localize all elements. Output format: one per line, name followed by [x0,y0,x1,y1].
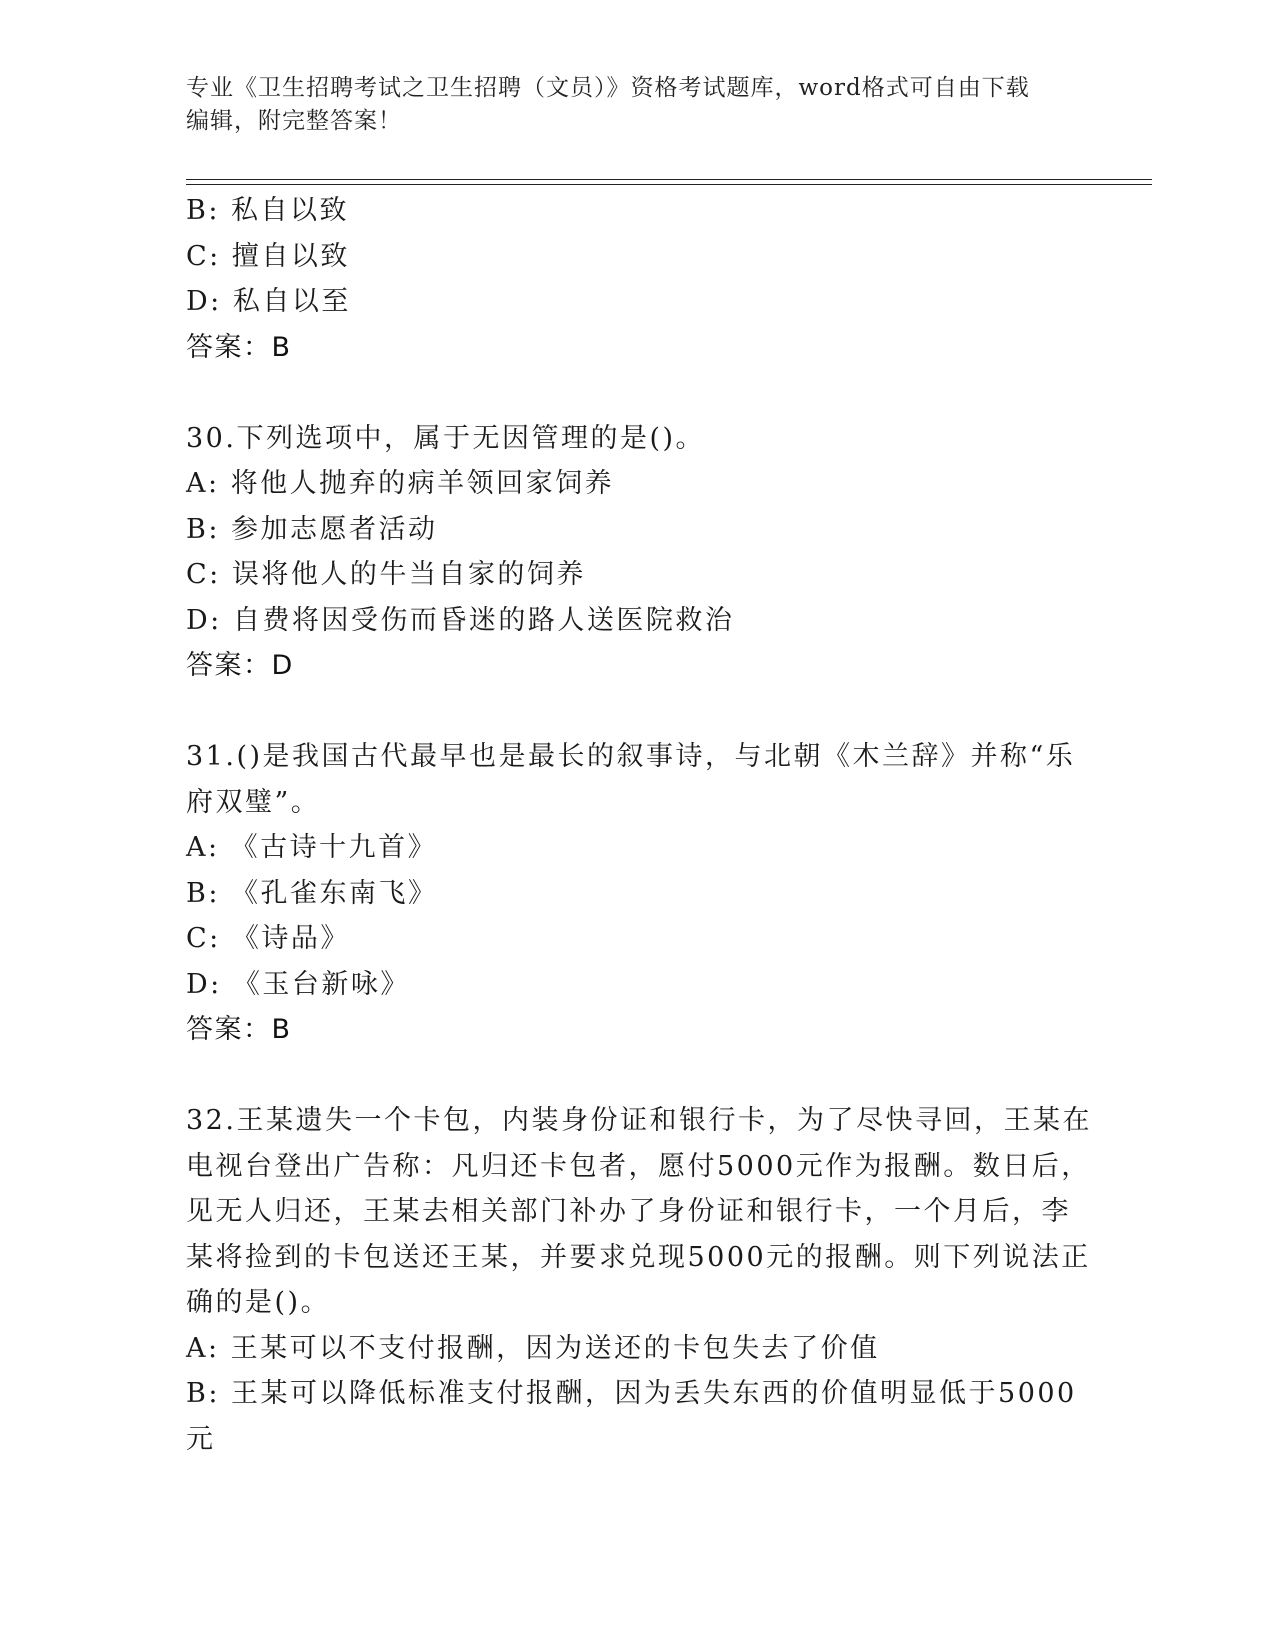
question-stem: 31.()是我国古代最早也是最长的叙事诗，与北朝《木兰辞》并称“乐 [186,741,1076,772]
option-b: B: 《孔雀东南飞》 [186,877,438,909]
question-stem-continued: 见无人归还，王某去相关部门补办了身份证和银行卡，一个月后，李 [186,1196,1071,1227]
option-c: C: 误将他人的牛当自家的饲养 [186,559,586,590]
question-stem: 32.王某遗失一个卡包，内装身份证和银行卡，为了尽快寻回，王某在 [186,1105,1092,1136]
option-a: A: 将他人抛弃的病羊领回家饲养 [186,468,615,499]
header-divider-top [186,179,1152,180]
question-stem-continued: 电视台登出广告称：凡归还卡包者，愿付5000元作为报酬。数日后， [186,1150,1091,1182]
option-d: D: 自费将因受伤而昏迷的路人送医院救治 [186,604,735,636]
option-b: B: 王某可以降低标准支付报酬，因为丢失东西的价值明显低于5000 [186,1378,1077,1409]
answer-line: 答案：B [186,331,292,363]
question-content [186,188,1092,1462]
option-d: D: 私自以至 [186,286,351,317]
question-29-block [186,188,1086,370]
header-divider-bottom [186,184,1152,185]
answer-line: 答案：D [186,650,294,681]
answer-line: 答案：B [186,1014,292,1045]
header-line-1: 专业《卫生招聘考试之卫生招聘（文员）》资格考试题库，word格式可自由下载 [186,75,1030,101]
question-stem-continued: 某将捡到的卡包送还王某，并要求兑现5000元的报酬。则下列说法正 [186,1241,1091,1273]
question-stem-continued: 确的是()。 [186,1287,331,1318]
option-c: C: 《诗品》 [186,923,350,954]
document-header [186,72,1066,138]
option-d: D: 《玉台新咏》 [186,968,410,1000]
option-b-continued: 元 [186,1423,216,1455]
question-31-block [186,734,1086,1053]
option-b: B: 私自以致 [186,195,350,226]
option-a: A: 《古诗十九首》 [186,832,438,863]
question-32-block [186,1098,1092,1462]
option-c: C: 擅自以致 [186,240,350,272]
question-stem: 30.下列选项中，属于无因管理的是()。 [186,422,706,454]
header-line-2: 编辑，附完整答案！ [186,108,402,134]
option-a: A: 王某可以不支付报酬，因为送还的卡包失去了价值 [186,1332,880,1364]
question-stem-continued: 府双璧”。 [186,786,321,818]
option-b: B: 参加志愿者活动 [186,513,438,545]
question-30-block [186,416,1086,689]
